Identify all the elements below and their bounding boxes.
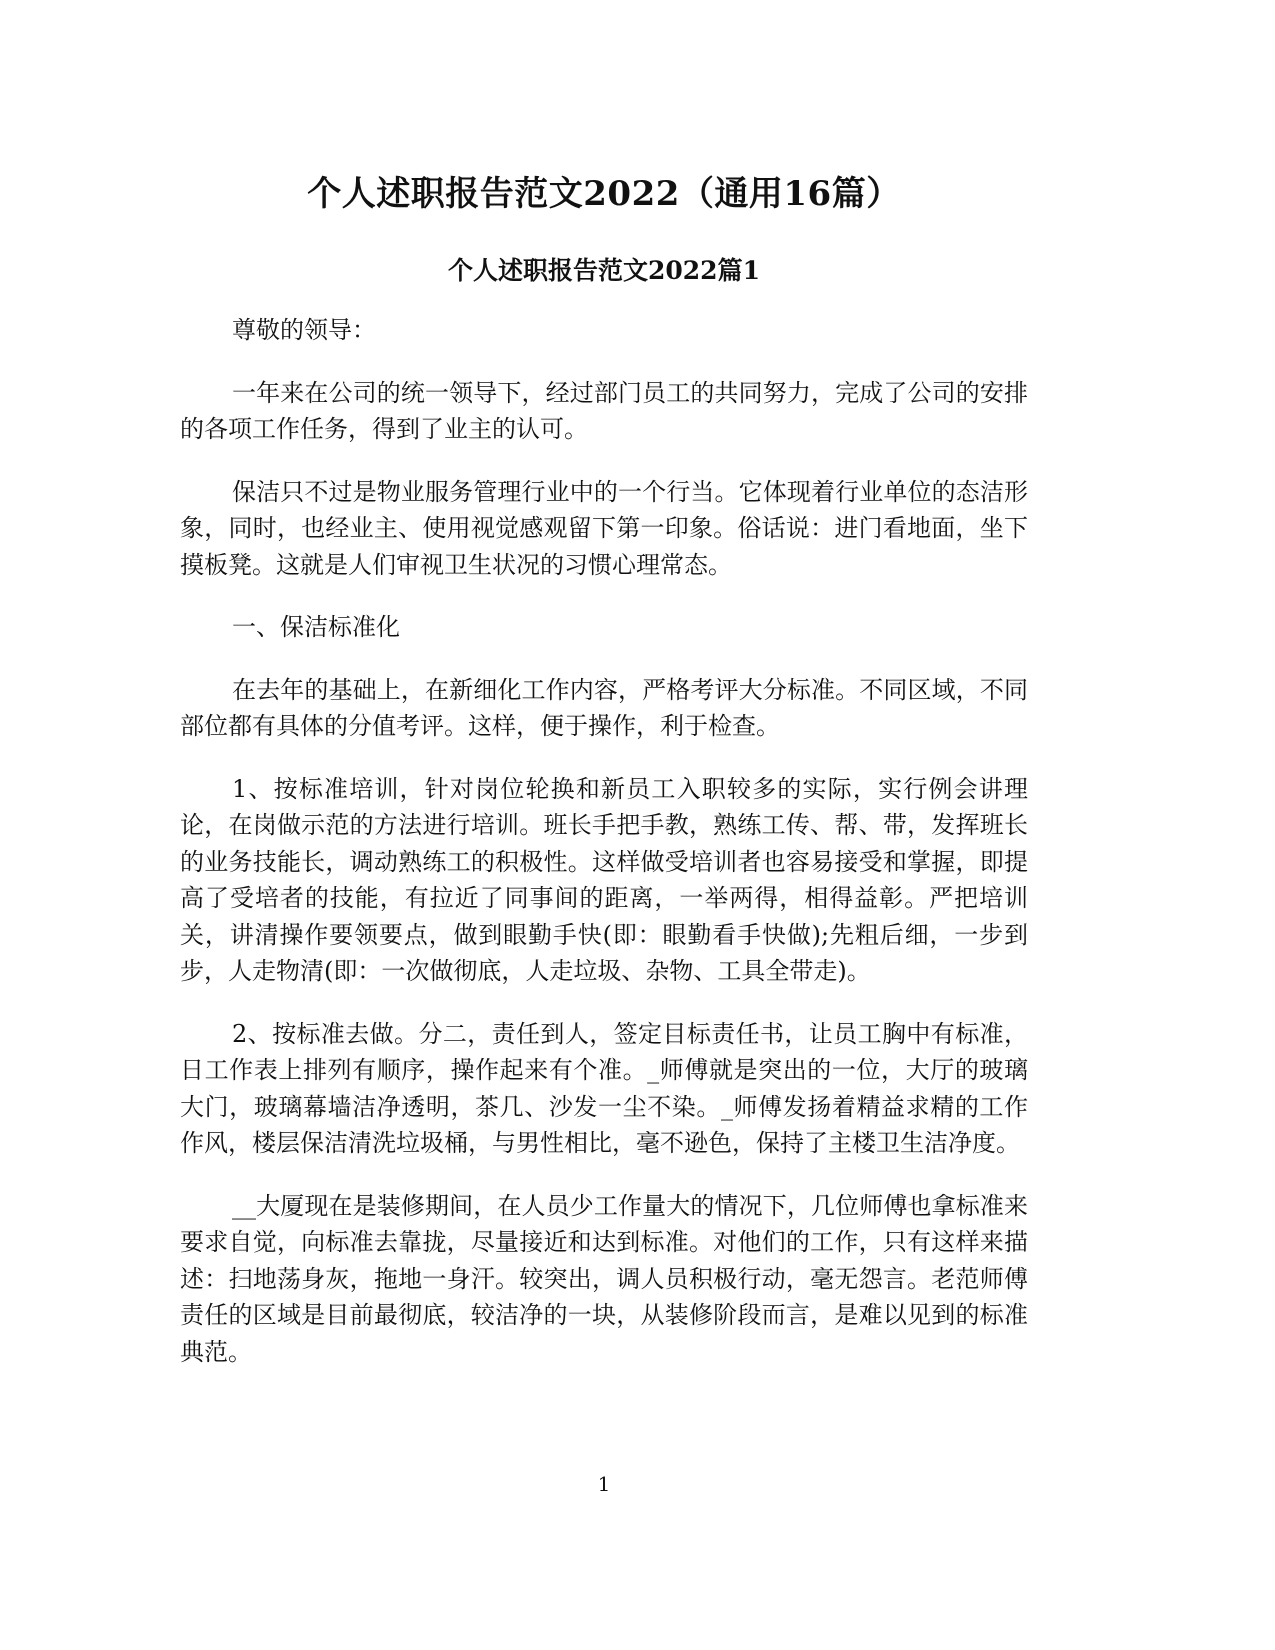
paragraph-execution: 2、按标准去做。分二，责任到人，签定目标责任书，让员工胸中有标准，日工作表上排列有顺序，操作起来有个准。_师傅就是突出的一位，大厅的玻璃大门，玻璃幕墙洁净透明，茶几、沙发一尘不染。_师傅发扬着精益求精的工作作风，楼层保洁清洗垃圾桶，与男性相比，毫不逊色，保持了主楼卫生洁净度。 <box>180 1019 1028 1157</box>
paragraph-salutation: 尊敬的领导： <box>232 316 376 344</box>
paragraph-heading-standardization: 一、保洁标准化 <box>232 613 400 641</box>
document-body <box>180 312 1028 1396</box>
paragraph-standards: 在去年的基础上，在新细化工作内容，严格考评大分标准。不同区域，不同部位都有具体的分值考评。这样，便于操作，利于检查。 <box>180 675 1028 740</box>
page-number: 1 <box>597 1472 611 1496</box>
section-title: 个人述职报告范文2022篇1 <box>448 256 760 285</box>
document-page <box>180 0 1028 1650</box>
paragraph-renovation: __大厦现在是装修期间，在人员少工作量大的情况下，几位师傅也拿标准来要求自觉，向标准去靠拢，尽量接近和达到标准。对他们的工作，只有这样来描述：扫地荡身灰，拖地一身汗。较突出，调人员积极行动，毫无怨言。老范师傅责任的区域是目前最彻底，较洁净的一块，从装修阶段而言，是难以见到的标准典范。 <box>180 1191 1028 1366</box>
paragraph-intro: 一年来在公司的统一领导下，经过部门员工的共同努力，完成了公司的安排的各项工作任务，得到了业主的认可。 <box>180 378 1028 443</box>
document-title: 个人述职报告范文2022（通用16篇） <box>307 174 901 214</box>
paragraph-cleaning-overview: 保洁只不过是物业服务管理行业中的一个行当。它体现着行业单位的态洁形象，同时，也经业主、使用视觉感观留下第一印象。俗话说：进门看地面，坐下摸板凳。这就是人们审视卫生状况的习惯心理常态。 <box>180 477 1028 579</box>
paragraph-training: 1、按标准培训，针对岗位轮换和新员工入职较多的实际，实行例会讲理论，在岗做示范的方法进行培训。班长手把手教，熟练工传、帮、带，发挥班长的业务技能长，调动熟练工的积极性。这样做受培训者也容易接受和掌握，即提高了受培者的技能，有拉近了同事间的距离，一举两得，相得益彰。严把培训关，讲清操作要领要点，做到眼勤手快(即：眼勤看手快做);先粗后细，一步到步，人走物清(即：一次做彻底，人走垃圾、杂物、工具全带走)。 <box>180 774 1028 985</box>
